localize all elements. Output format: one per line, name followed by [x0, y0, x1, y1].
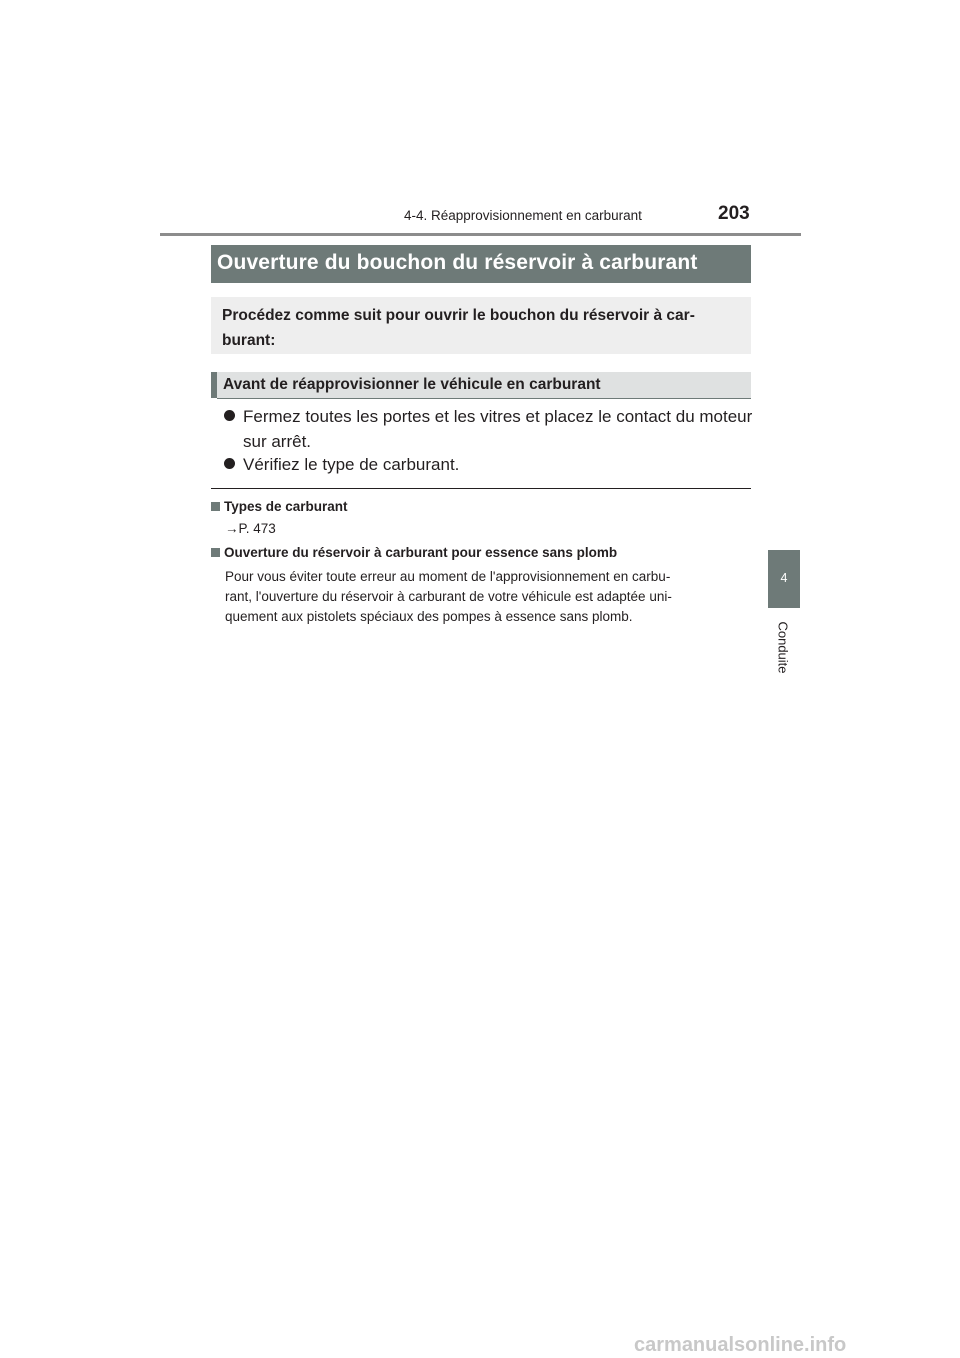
note-title [211, 499, 348, 514]
subsection-heading: Avant de réapprovisionner le véhicule en carburant [223, 376, 601, 393]
note-title [211, 545, 617, 560]
square-bullet-icon [211, 502, 220, 511]
watermark: carmanualsonline.info [634, 1334, 847, 1356]
chapter-number: 4 [780, 571, 788, 585]
bullet-text: Vérifiez le type de carburant. [243, 455, 460, 474]
subsection-underline [217, 398, 751, 399]
note-title-text: Ouverture du réservoir à carburant pour essence sans plomb [224, 545, 618, 560]
page-number: 203 [718, 203, 750, 224]
bullet-icon [224, 458, 235, 469]
page-title: Ouverture du bouchon du réservoir à carburant [217, 251, 698, 274]
header-rule [160, 233, 801, 236]
chapter-label: Conduite [775, 621, 791, 674]
note-body: Pour vous éviter toute erreur au moment de l'approvisionnement en carbu- rant, l'ouverture du réservoir à carburant de votre véhicule est adaptée uni- quement aux pistolets spéciaux des pompes à essence sans plomb. [225, 569, 672, 624]
notes-divider [211, 488, 751, 489]
intro-text: Procédez comme suit pour ouvrir le bouchon du réservoir à car- burant: [222, 307, 695, 349]
chapter-tab[interactable] [768, 550, 800, 608]
square-bullet-icon [211, 548, 220, 557]
bullet-icon [224, 410, 235, 421]
subsection-accent [211, 372, 217, 398]
header-section-title: 4-4. Réapprovisionnement en carburant [404, 208, 642, 223]
note-title-text: Types de carburant [224, 499, 348, 514]
page-reference-link[interactable]: →P. 473 [225, 521, 276, 536]
bullet-text: Fermez toutes les portes et les vitres et placez le contact du moteur sur arrêt. [243, 407, 753, 451]
bullet-item [224, 404, 753, 454]
bullet-item [224, 452, 753, 477]
